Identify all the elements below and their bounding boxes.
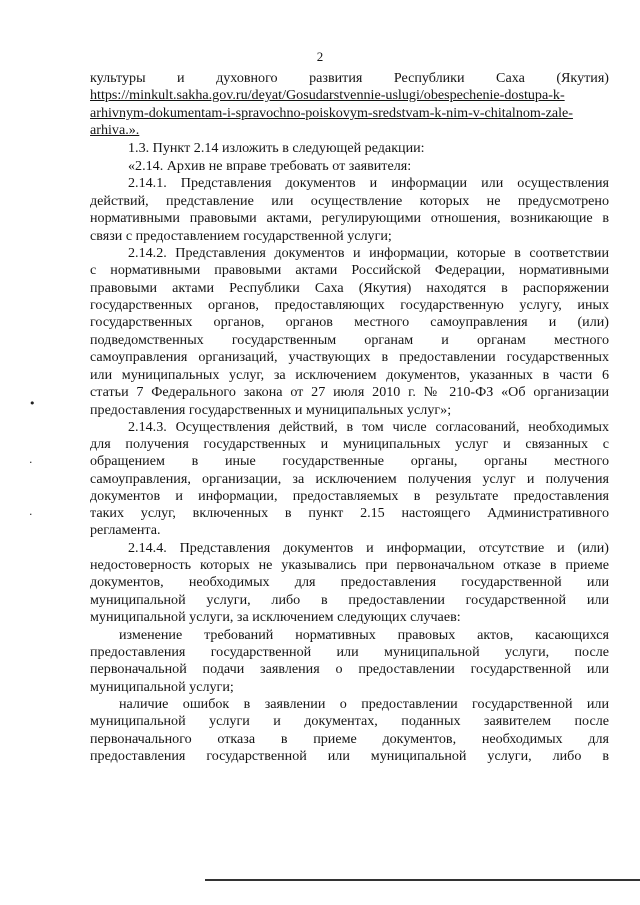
text-line: 2.14.1. Представления документов и информации или осуществления [128,175,609,191]
text-line: самоуправления организаций, участвующих в предоставлении государственных [90,349,609,365]
text-line: регламента. [90,522,161,538]
text-line: недостоверность которых не указывались при первоначальном отказе в приеме [90,557,609,573]
scan-mark: ‧ [29,456,33,469]
text-line: предоставления государственной или муниципальной услуги, после [90,644,609,660]
text-line: муниципальной услуги, за исключением следующих случаев: [90,609,461,625]
text-line: действий, представление или осуществление которых не предусмотрено [90,193,609,209]
text-line: предоставления государственной или муниципальной услуги, либо в [90,748,609,764]
page-number: 2 [316,49,324,64]
text-line: муниципальной услуги, либо в предоставлении государственной или [90,592,609,608]
text-line: государственных органов, предоставляющих государственную услугу, иных [90,297,609,313]
link-text-line[interactable]: arhiva.». [90,122,140,138]
text-line: 2.14.4. Представления документов и информации, отсутствие и (или) [128,540,609,556]
text-line: наличие ошибок в заявлении о предоставлении государственной или [119,696,609,712]
text-line: или муниципальных услуг, за исключением документов, указанных в части 6 [90,367,609,383]
text-line: для получения государственных и муниципальных услуг и связанных с [90,436,609,452]
text-line: государственных органов, органов местного самоуправления и (или) [90,314,609,330]
text-line: правовыми актами Республики Саха (Якутия) находятся в распоряжении [90,280,609,296]
footer-divider [205,879,640,881]
text-line: документов и информации, предоставляемых в результате предоставления [90,488,609,504]
text-line: с нормативными правовыми актами Российской Федерации, нормативными [90,262,609,278]
text-line: предоставления государственных и муниципальных услуг»; [90,402,452,418]
text-line: статьи 7 Федерального закона от 27 июля 2010 г. № 210-ФЗ «Об организации [90,384,609,400]
text-line: 1.3. Пункт 2.14 изложить в следующей редакции: [128,140,425,156]
text-line: 2.14.3. Осуществления действий, в том числе согласований, необходимых [128,419,609,435]
text-line: первоначального отказа в приеме документов, необходимых для [90,731,609,747]
text-line: 2.14.2. Представления документов и информации, которые в соответствии [128,245,609,261]
link-text-line[interactable]: arhivnym-dokumentam-i-spravochno-poiskovym-sredstvam-k-nim-v-chitalnom-zale- [90,105,573,121]
text-line: обращением в иные государственные органы, органы местного [90,453,609,469]
text-line: самоуправления, организации, за исключением получения услуг и получения [90,471,609,487]
link-text-line[interactable]: https://minkult.sakha.gov.ru/deyat/Gosudarstvennie-uslugi/obespechenie-dostupa-k- [90,87,565,103]
scan-mark: ‧ [29,508,33,521]
text-line: таких услуг, включенных в пункт 2.15 настоящего Административного [90,505,609,521]
text-line: муниципальной услуги; [90,679,234,695]
text-line: нормативными правовыми актами, регулирующими отношения, возникающие в [90,210,609,226]
scan-mark: • [29,397,36,410]
text-line: изменение требований нормативных правовых актов, касающихся [119,627,609,643]
text-line: муниципальной услуги и документах, поданных заявителем после [90,713,609,729]
text-line: первоначальной подачи заявления о предоставлении государственной или [90,661,609,677]
text-line: связи с предоставлением государственной услуги; [90,228,392,244]
text-line: культуры и духовного развития Республики Саха (Якутия) [90,70,609,86]
text-line: документов, необходимых для предоставления государственной или [90,574,609,590]
text-line: подведомственных государственным органам и органам местного [90,332,609,348]
text-line: «2.14. Архив не вправе требовать от заявителя: [128,158,412,174]
